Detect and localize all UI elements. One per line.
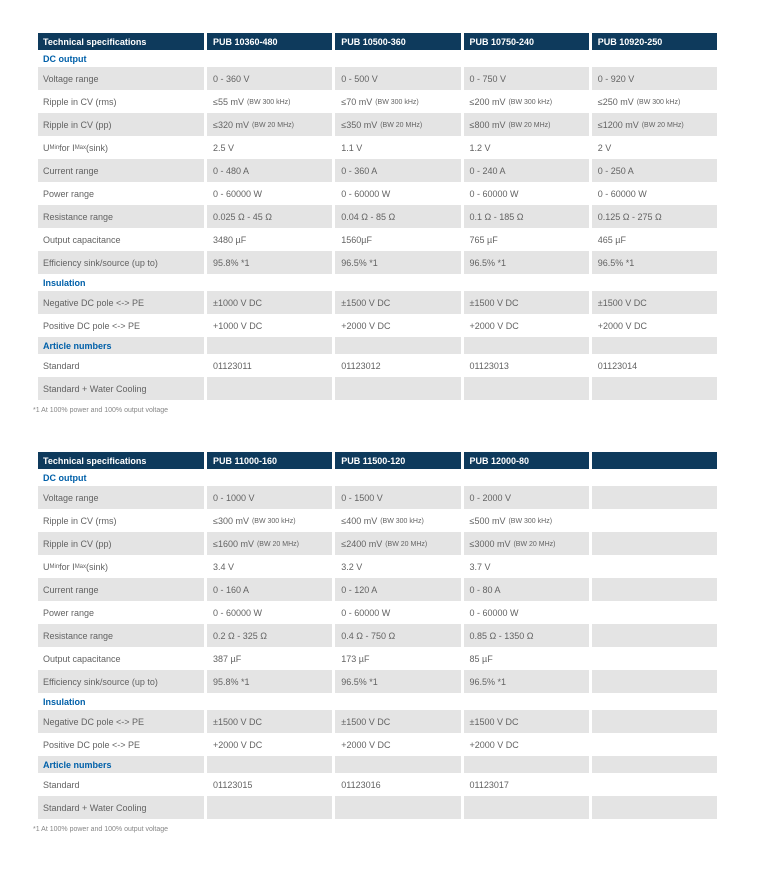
spec-value — [589, 578, 717, 601]
section-title: DC output — [43, 53, 87, 64]
spec-value: 0 - 120 A — [332, 578, 460, 601]
spec-value: 01123017 — [461, 773, 589, 796]
spec-value: 0 - 360 V — [204, 67, 332, 90]
spec-value: ≤1200 mV (BW 20 MHz) — [589, 113, 717, 136]
spec-value: ≤2400 mV (BW 20 MHz) — [332, 532, 460, 555]
section-title: Article numbers — [38, 337, 204, 354]
table-footnote: *1 At 100% power and 100% output voltage — [33, 826, 169, 833]
section-cell — [461, 50, 589, 67]
spec-value — [589, 486, 717, 509]
section-cell — [589, 469, 717, 486]
spec-label: Negative DC pole <-> PE — [38, 291, 204, 314]
spec-value: 0.04 Ω - 85 Ω — [332, 205, 460, 228]
section-cell — [461, 469, 589, 486]
spec-table-2 — [33, 452, 717, 835]
spec-value: 3.4 V — [204, 555, 332, 578]
spec-value — [589, 796, 717, 819]
spec-value: 85 µF — [461, 647, 589, 670]
column-header — [589, 452, 717, 469]
spec-label: Negative DC pole <-> PE — [38, 710, 204, 733]
spec-row — [38, 624, 717, 647]
spec-label: Output capacitance — [43, 653, 121, 664]
spec-value: ±1500 V DC — [332, 710, 460, 733]
column-header: PUB 12000-80 — [461, 452, 589, 469]
spec-row — [38, 314, 717, 337]
section-row — [38, 469, 717, 486]
spec-value: ≤3000 mV (BW 20 MHz) — [461, 532, 589, 555]
spec-value — [589, 710, 717, 733]
spec-value — [589, 733, 717, 756]
spec-row — [38, 228, 717, 251]
table-body — [38, 50, 717, 400]
section-cell — [204, 337, 332, 354]
spec-value — [589, 647, 717, 670]
spec-label: Power range — [43, 607, 95, 618]
section-cell — [589, 693, 717, 710]
spec-value: 465 µF — [589, 228, 717, 251]
spec-value: ±1000 V DC — [204, 291, 332, 314]
spec-value: 1560µF — [332, 228, 460, 251]
section-row — [38, 337, 717, 354]
section-cell — [461, 756, 589, 773]
spec-value: ±1500 V DC — [332, 291, 460, 314]
spec-value — [589, 532, 717, 555]
spec-value: 3480 µF — [204, 228, 332, 251]
spec-row — [38, 670, 717, 693]
spec-value — [461, 796, 589, 819]
column-header: PUB 11000-160 — [204, 452, 332, 469]
spec-value: +2000 V DC — [461, 314, 589, 337]
section-cell — [461, 274, 589, 291]
corner-header: Technical specifications — [38, 33, 204, 50]
spec-value: 01123015 — [204, 773, 332, 796]
section-row — [38, 756, 717, 773]
spec-label: Ripple in CV (pp) — [38, 113, 204, 136]
spec-row — [38, 555, 717, 578]
table-header-row — [38, 33, 717, 50]
spec-label: Voltage range — [38, 67, 204, 90]
spec-value: ≤400 mV (BW 300 kHz) — [332, 509, 460, 532]
spec-value: 0 - 250 A — [589, 159, 717, 182]
spec-value: ≤350 mV (BW 20 MHz) — [332, 113, 460, 136]
spec-label: Efficiency sink/source (up to) — [38, 670, 204, 693]
spec-value: 0.4 Ω - 750 Ω — [332, 624, 460, 647]
spec-value: ≤250 mV (BW 300 kHz) — [589, 90, 717, 113]
spec-label: Current range — [38, 159, 204, 182]
spec-table-1 — [33, 33, 717, 416]
section-cell — [461, 337, 589, 354]
section-cell — [589, 756, 717, 773]
spec-value: +2000 V DC — [461, 733, 589, 756]
spec-label: Efficiency sink/source (up to) — [38, 251, 204, 274]
spec-row — [38, 532, 717, 555]
spec-value: 0 - 60000 W — [204, 182, 332, 205]
column-header: PUB 10360-480 — [204, 33, 332, 50]
spec-value: 0 - 2000 V — [461, 486, 589, 509]
spec-row — [38, 182, 717, 205]
spec-label: U Min for I Max (sink) — [43, 142, 109, 153]
column-header: PUB 10920-250 — [589, 33, 717, 50]
spec-value: 0 - 60000 W — [332, 601, 460, 624]
spec-value — [589, 624, 717, 647]
section-row — [38, 274, 717, 291]
section-row — [38, 693, 717, 710]
spec-label: Ripple in CV (rms) — [43, 96, 117, 107]
spec-value: 0 - 360 A — [332, 159, 460, 182]
spec-label: Current range — [38, 578, 204, 601]
spec-value: +1000 V DC — [204, 314, 332, 337]
spec-label: Resistance range — [38, 624, 204, 647]
spec-row — [38, 113, 717, 136]
spec-row — [38, 354, 717, 377]
spec-value: ≤800 mV (BW 20 MHz) — [461, 113, 589, 136]
spec-value: 0 - 60000 W — [461, 601, 589, 624]
spec-value: 96.5% *1 — [461, 251, 589, 274]
section-cell — [589, 50, 717, 67]
column-header: PUB 10750-240 — [461, 33, 589, 50]
spec-value — [204, 796, 332, 819]
spec-value: 2.5 V — [204, 136, 332, 159]
section-cell — [332, 469, 460, 486]
table-header-row — [38, 452, 717, 469]
spec-value: 387 µF — [204, 647, 332, 670]
spec-value: 0 - 240 A — [461, 159, 589, 182]
spec-value: 0 - 920 V — [589, 67, 717, 90]
spec-label: Output capacitance — [43, 234, 121, 245]
section-cell — [204, 693, 332, 710]
spec-value: 01123013 — [461, 354, 589, 377]
spec-value: 95.8% *1 — [204, 670, 332, 693]
section-title: Insulation — [43, 696, 86, 707]
spec-label: Standard + Water Cooling — [38, 796, 204, 819]
corner-header: Technical specifications — [38, 452, 204, 469]
spec-row — [38, 90, 717, 113]
spec-value: 0.1 Ω - 185 Ω — [461, 205, 589, 228]
spec-value: 96.5% *1 — [589, 251, 717, 274]
spec-row — [38, 291, 717, 314]
spec-value: 0 - 1500 V — [332, 486, 460, 509]
spec-row — [38, 578, 717, 601]
spec-value: 95.8% *1 — [204, 251, 332, 274]
spec-label: Ripple in CV (pp) — [38, 532, 204, 555]
spec-value: ≤70 mV (BW 300 kHz) — [332, 90, 460, 113]
spec-label: Positive DC pole <-> PE — [43, 320, 141, 331]
spec-value: ±1500 V DC — [461, 710, 589, 733]
section-cell — [589, 274, 717, 291]
spec-value — [332, 796, 460, 819]
spec-value: 0 - 500 V — [332, 67, 460, 90]
table-body — [38, 469, 717, 819]
spec-value: ±1500 V DC — [589, 291, 717, 314]
section-title: Insulation — [43, 277, 86, 288]
spec-label: Standard + Water Cooling — [38, 377, 204, 400]
spec-value: 3.2 V — [332, 555, 460, 578]
spec-row — [38, 67, 717, 90]
spec-value: 96.5% *1 — [461, 670, 589, 693]
spec-row — [38, 377, 717, 400]
section-title: DC output — [43, 472, 87, 483]
spec-label: Resistance range — [38, 205, 204, 228]
spec-value: 0 - 1000 V — [204, 486, 332, 509]
spec-value: ≤200 mV (BW 300 kHz) — [461, 90, 589, 113]
section-cell — [332, 274, 460, 291]
spec-value: 96.5% *1 — [332, 670, 460, 693]
column-header: PUB 11500-120 — [332, 452, 460, 469]
spec-value: 0 - 160 A — [204, 578, 332, 601]
spec-value: 173 µF — [332, 647, 460, 670]
spec-value: ≤500 mV (BW 300 kHz) — [461, 509, 589, 532]
spec-value: ≤1600 mV (BW 20 MHz) — [204, 532, 332, 555]
spec-value — [332, 377, 460, 400]
section-title: Article numbers — [38, 756, 204, 773]
section-cell — [204, 274, 332, 291]
spec-value: ±1500 V DC — [204, 710, 332, 733]
spec-value: 2 V — [589, 136, 717, 159]
spec-label: Standard — [43, 779, 80, 790]
spec-value: +2000 V DC — [589, 314, 717, 337]
section-cell — [204, 50, 332, 67]
spec-value: ≤320 mV (BW 20 MHz) — [204, 113, 332, 136]
spec-value: 1.2 V — [461, 136, 589, 159]
spec-value: 0 - 480 A — [204, 159, 332, 182]
spec-value: ≤300 mV (BW 300 kHz) — [204, 509, 332, 532]
spec-row — [38, 647, 717, 670]
spec-value: 3.7 V — [461, 555, 589, 578]
spec-value: 0 - 60000 W — [204, 601, 332, 624]
spec-row — [38, 251, 717, 274]
spec-value: 01123012 — [332, 354, 460, 377]
spec-value: 01123014 — [589, 354, 717, 377]
spec-row — [38, 205, 717, 228]
spec-value: 0 - 750 V — [461, 67, 589, 90]
table-footnote: *1 At 100% power and 100% output voltage — [33, 407, 169, 414]
spec-value: 1.1 V — [332, 136, 460, 159]
spec-value — [589, 509, 717, 532]
spec-row — [38, 773, 717, 796]
section-cell — [204, 469, 332, 486]
spec-value: 0.125 Ω - 275 Ω — [589, 205, 717, 228]
spec-value — [204, 377, 332, 400]
spec-value: 765 µF — [461, 228, 589, 251]
spec-row — [38, 159, 717, 182]
section-cell — [589, 337, 717, 354]
spec-value: 96.5% *1 — [332, 251, 460, 274]
section-row — [38, 50, 717, 67]
spec-value — [461, 377, 589, 400]
spec-value: +2000 V DC — [332, 733, 460, 756]
spec-label: Power range — [43, 188, 95, 199]
spec-value — [589, 555, 717, 578]
spec-value: 0.85 Ω - 1350 Ω — [461, 624, 589, 647]
spec-value — [589, 670, 717, 693]
spec-value: 0 - 60000 W — [461, 182, 589, 205]
spec-value: +2000 V DC — [204, 733, 332, 756]
spec-value: +2000 V DC — [332, 314, 460, 337]
spec-row — [38, 796, 717, 819]
spec-value: 01123016 — [332, 773, 460, 796]
section-cell — [461, 693, 589, 710]
spec-row — [38, 136, 717, 159]
spec-value — [589, 773, 717, 796]
spec-value: 01123011 — [204, 354, 332, 377]
spec-label: Standard — [43, 360, 80, 371]
section-cell — [332, 50, 460, 67]
section-cell — [332, 756, 460, 773]
section-cell — [332, 337, 460, 354]
section-cell — [332, 693, 460, 710]
spec-label: Ripple in CV (rms) — [43, 515, 117, 526]
spec-value: 0 - 60000 W — [332, 182, 460, 205]
spec-value: 0 - 60000 W — [589, 182, 717, 205]
section-cell — [204, 756, 332, 773]
spec-label: U Min for I Max (sink) — [43, 561, 109, 572]
spec-label: Positive DC pole <-> PE — [43, 739, 141, 750]
spec-row — [38, 601, 717, 624]
spec-value — [589, 601, 717, 624]
table-gap — [38, 416, 759, 452]
column-header: PUB 10500-360 — [332, 33, 460, 50]
spec-row — [38, 710, 717, 733]
spec-value: 0 - 80 A — [461, 578, 589, 601]
spec-value: ±1500 V DC — [461, 291, 589, 314]
spec-value: 0.2 Ω - 325 Ω — [204, 624, 332, 647]
spec-value — [589, 377, 717, 400]
spec-row — [38, 733, 717, 756]
spec-row — [38, 486, 717, 509]
spec-value: ≤55 mV (BW 300 kHz) — [204, 90, 332, 113]
spec-row — [38, 509, 717, 532]
spec-value: 0.025 Ω - 45 Ω — [204, 205, 332, 228]
spec-label: Voltage range — [38, 486, 204, 509]
